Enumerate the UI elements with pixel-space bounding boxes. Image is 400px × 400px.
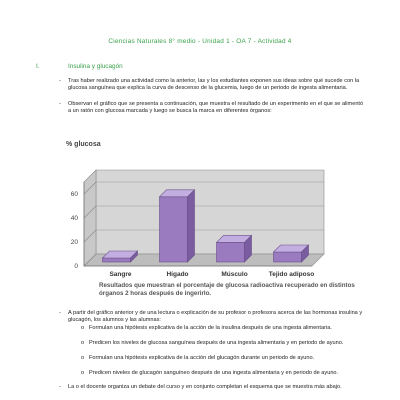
bullet-item (59, 384, 364, 391)
sub-item (81, 325, 359, 332)
sub-text: Formulan una hipótesis explicativa de la acción de la insulina después de una ingesta alimentaria. (89, 325, 332, 331)
bullet-item (59, 101, 364, 116)
chart-y-tick-label: 20 (70, 239, 78, 246)
bullet-text: Observan el gráfico que se presenta a continuación, que muestra el resultado de un experimento en el que se alimentó a un ratón con glucosa marcada y luego se busca la marca en diferentes órganos: (68, 101, 364, 115)
section-number: I. (36, 63, 40, 70)
chart-x-tick-label: Tejido adiposo (268, 271, 315, 278)
chart-caption: Resultados que muestran el porcentaje de glucosa radioactiva recuperado en distintos órganos 2 horas después de ingerirlo. (99, 282, 355, 297)
sub-marker: o (81, 325, 85, 331)
bullet-marker: - (59, 78, 61, 84)
bullet-text: Tras haber realizado una actividad como la anterior, las y los estudiantes exponen sus ideas sobre qué sucede con la glucosa sanguínea que explica la curva de descenso de la glucemia, luego de un periodo de ingesta alimentaria. (68, 78, 360, 92)
chart-y-tick-label: 40 (70, 215, 78, 222)
chart-bar (217, 242, 245, 262)
chart-bar-side (188, 190, 195, 262)
section-title: Insulina y glucagón (68, 63, 123, 70)
sub-marker: o (81, 340, 85, 346)
bullet-text: A partir del gráfico anterior y de una lectura o explicación de su profesor o profesora acerca de las hormonas insulina y glucagón, los alumnos y las alumnas: (68, 310, 363, 324)
sub-text: Predicen los niveles de glucosa sanguínea después de una ingesta alimentaria y en periodo de ayuno. (89, 340, 344, 346)
sub-text: Formulan una hipótesis explicativa de la acción del glucagón durante un periodo de ayuno. (89, 355, 315, 361)
page-header: Ciencias Naturales 8° medio - Unidad 1 - OA 7 - Actividad 4 (108, 38, 292, 45)
bullet-marker: - (59, 101, 61, 107)
bullet-marker: - (59, 384, 61, 390)
chart-side-wall (84, 170, 96, 266)
chart-x-tick-label: Músculo (221, 271, 248, 278)
sub-item (81, 340, 359, 347)
sub-marker: o (81, 370, 85, 376)
bullet-item (59, 78, 364, 93)
sub-item (81, 355, 359, 362)
chart-bar (160, 197, 188, 262)
chart-y-label: % glucosa (66, 141, 101, 148)
sub-text: Predicen niveles de glucagón sanguíneo después de una ingesta alimentaria y en periodo de ayuno. (89, 370, 339, 376)
bullet-item (59, 310, 364, 325)
bullet-text: La o el docente organiza un debate del curso y en conjunto completan el esquema que se muestra más abajo. (68, 384, 342, 390)
chart-x-tick-label: Sangre (109, 271, 132, 278)
chart-y-tick-label: 60 (70, 191, 78, 198)
chart-back-wall (96, 170, 324, 254)
chart-x-tick-label: Hígado (166, 271, 189, 278)
sub-marker: o (81, 355, 85, 361)
chart-bar (103, 258, 131, 262)
chart-bar (274, 252, 302, 262)
bullet-marker: - (59, 310, 61, 316)
sub-item (81, 370, 359, 377)
chart-y-tick-label: 0 (74, 263, 78, 270)
